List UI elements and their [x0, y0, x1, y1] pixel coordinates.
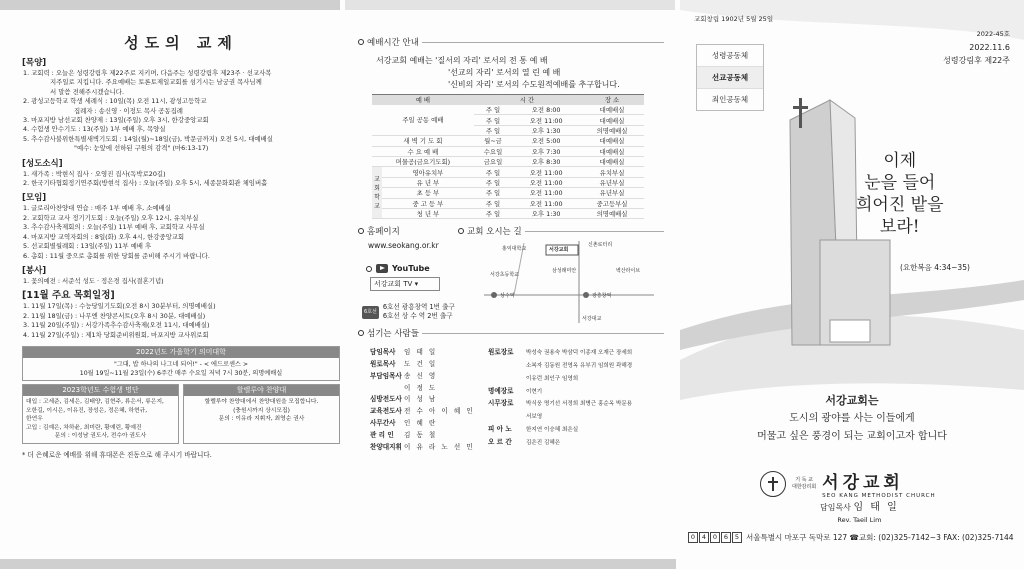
notice-item: 4. 수험생 안수기도 : 13(주일) 1부 예배 후, 목양실: [23, 125, 166, 134]
map-label: 벽산라이브: [616, 268, 641, 275]
notice-item: 6. 총회 : 11월 중으로 총회를 위한 당회를 준비해 주시기 바랍니다.: [23, 251, 210, 260]
page-title: 성도의 교제: [124, 34, 238, 52]
directions-box: [458, 225, 664, 323]
cover-page: [680, 0, 1024, 569]
map-label: 서강대교: [582, 316, 602, 323]
notice-item: 1. 교회력 : 오늘은 성령강림후 제22주로 지키며, 다음주는 성령강림후 제23주 · 선교사복: [23, 69, 272, 77]
table-row: [372, 198, 644, 208]
worship-day: 주 일: [474, 125, 512, 135]
church-address: 0 4 0 6 5 서울특별시 마포구 독막로 127 ☎교회: (02)325-7142~3 FAX: (02)325-7144: [688, 532, 1014, 543]
worship-place: 대예배실: [580, 136, 644, 146]
staff-row: 명예장로 이현기: [488, 386, 543, 395]
subway-badge: 6호선: [362, 306, 379, 319]
worship-day: 주 일: [474, 115, 512, 125]
homepage-url[interactable]: www.seokang.or.kr: [368, 241, 439, 251]
table-row: [372, 136, 644, 146]
worship-name: 새 벽 기 도 회: [372, 136, 474, 146]
box-line: 문의 : 이유라 지휘자, 최영순 권사: [218, 416, 305, 423]
youtube-channel-select[interactable]: 서강교회 TV ▾: [370, 277, 440, 291]
notice-item: 4. 마포지방 교역자회의 : 8일(화) 오후 4시, 한강중앙교회: [23, 232, 185, 241]
worship-time: 오전 11:00: [512, 115, 580, 125]
box-line: 문의 : 이성남 권도사, 전수아 권도사: [54, 433, 147, 440]
fellowship-column: [22, 34, 340, 560]
worship-name: 영아유치부: [382, 167, 474, 177]
worship-time: 오전 11:00: [512, 167, 580, 177]
notice-item: 3. 추수감사축제회의 : 오늘(주일) 11부 예배 후, 교회학교 사무실: [23, 223, 205, 232]
fellowship-section: [22, 291, 340, 340]
map-church-label: 서강교회: [549, 247, 569, 254]
issue-meta: [943, 28, 1010, 67]
box-line: 한연우: [26, 416, 43, 423]
church-mission: 서강교회는 도시의 광야를 사는 이들에게 머물고 싶은 풍경이 되는 교회이고자 합니다: [757, 394, 947, 442]
table-row: [372, 177, 644, 187]
people-heading: 섬기는 사람들: [358, 327, 664, 339]
banner-text: "그대, 밥 하나의 나그네 되어!" - < 에드로센스 > 10월 19일~11월 23일(수) 6주간 매주 수요일 저녁 7시 30분, 의명예배실: [79, 360, 283, 377]
liturgical-week: 성령강림후 제22주: [943, 56, 1010, 65]
header-time: 시 간: [474, 95, 580, 105]
worship-place: 유년부실: [580, 188, 644, 198]
box-title: 할렐루야 찬양대: [184, 385, 339, 396]
notice-item: 5. 선교회별월례회 : 13일(주일) 11부 예배 후: [23, 242, 152, 251]
worship-name: 중 고 등 부: [382, 198, 474, 208]
box-line: 고입 : 김예은, 차하윤, 최미란, 황예린, 황예진: [26, 424, 142, 431]
worship-time: 오후 7:30: [512, 146, 580, 156]
box-title: 2023학년도 수험생 명단: [23, 385, 178, 396]
staff-right: [488, 347, 664, 453]
church-name: 서강교회: [822, 473, 904, 493]
staff-row: 피 아 노 한지연 이승혜 최은실: [488, 425, 579, 434]
choir-box: [183, 384, 340, 444]
worship-day: 주 일: [474, 208, 512, 218]
section-heading: [봉사]: [22, 265, 47, 276]
worship-place: 중고등부실: [580, 198, 644, 208]
links-row: [358, 225, 664, 323]
top-band: [0, 0, 340, 10]
staff-row: 부담임목사 송 신 영: [370, 371, 438, 380]
worship-time: 오전 5:00: [512, 136, 580, 146]
table-row: [372, 146, 644, 156]
bible-verse: (요한복음 4:34~35): [900, 263, 970, 272]
tab-sinner-community[interactable]: 죄인공동체: [711, 95, 749, 104]
youtube-play-icon: [376, 264, 388, 273]
staff-list: [358, 347, 664, 453]
cover-slogan: 이제 눈을 들어 희어진 밭을 보라!: [856, 151, 944, 237]
info-column: [358, 36, 664, 556]
fellowship-section: [22, 58, 340, 154]
staff-row: 관 리 인 김 동 철: [370, 430, 438, 439]
box-line: 대입 : 고세준, 김세은, 김태양, 김현주, 류은서, 류은지,: [26, 398, 164, 405]
homepage-heading: 홈페이지: [358, 225, 458, 237]
map-label: 삼성래미안: [552, 268, 577, 275]
worship-name: 머물공(금요기도회): [372, 156, 474, 166]
box-line: 오한길, 이시은, 이유진, 장성은, 정은혜, 하현규,: [26, 407, 148, 414]
worship-time: 오전 11:00: [512, 188, 580, 198]
banner-title: 2022년도 가을학기 의미대학: [23, 347, 339, 358]
notice-item: 2. 교회학교 교사 정기기도회 : 오늘(주일) 오후 12시, 유치부실: [23, 213, 199, 222]
notice-item: 서 말씀 전해주시겠습니다.: [50, 87, 125, 96]
staff-row: 찬양대지휘 이 유 라 노 선 민: [370, 442, 475, 451]
worship-day: 금요일: [474, 156, 512, 166]
worship-time: 오후 1:30: [512, 208, 580, 218]
worship-name: 유 년 부: [382, 177, 474, 187]
worship-day: 주 일: [474, 188, 512, 198]
homepage-box: [358, 225, 458, 323]
worship-day: 월~금: [474, 136, 512, 146]
worship-schedule-table: [372, 94, 644, 219]
founding-date: 교회창립 1902년 5월 25일: [694, 15, 774, 23]
worship-name: 청 년 부: [382, 208, 474, 218]
worship-time: 오후 1:30: [512, 125, 580, 135]
table-row: [372, 188, 644, 198]
fellowship-sections: [22, 58, 340, 340]
staff-row: 서보영: [526, 414, 543, 421]
circle-icon: [366, 266, 372, 272]
circle-icon: [358, 330, 364, 336]
worship-place: 유치부실: [580, 167, 644, 177]
staff-row: 시무장로 박식웅 명기선 서정희 최병근 홍순옥 박문용: [488, 399, 633, 408]
notice-item: 집례자 : 송신영 · 이정도 목사 공동집례: [74, 106, 183, 115]
table-row: [372, 208, 644, 218]
worship-name: 주일 공동 예배: [372, 105, 474, 136]
worship-name: 수 요 예 배: [372, 146, 474, 156]
notice-item: 2. 광성고등학교 학생 세례식 : 10일(목) 오전 11시, 광성고등학교: [23, 97, 207, 106]
staff-row: 이유런 최인구 임영희: [526, 375, 579, 382]
section-heading: [모임]: [22, 193, 47, 204]
worship-name: 초 등 부: [382, 188, 474, 198]
school-group-label: 교 회 학 교: [372, 167, 382, 219]
exam-students-box: [22, 384, 179, 444]
directions-heading: 교회 오시는 길: [458, 225, 664, 237]
church-door: [830, 320, 870, 342]
worship-place: 대예배실: [580, 115, 644, 125]
map-label: 홍익대학교: [502, 246, 527, 253]
worship-place: 의명예배실: [580, 125, 644, 135]
box-line: 할렐루야 찬양대에서 찬양대원을 모집합니다.: [204, 398, 319, 405]
box-body: [23, 396, 178, 443]
notice-item: 3. 11월 20일(주일) : 서강가족추수감사축제(오전 11시, 대예배실): [23, 321, 210, 330]
worship-time: 오전 11:00: [512, 177, 580, 187]
community-tabs: [696, 44, 764, 111]
circle-icon: [458, 228, 464, 234]
top-band: [345, 0, 675, 10]
directions-map[interactable]: [464, 237, 654, 323]
subway-info: 6호선 6호선 광흥창역 1번 출구 6호선 상 수 역 2번 출구: [364, 303, 455, 321]
worship-day: 주 일: [474, 105, 512, 115]
issue-date: 2022.11.6: [969, 43, 1010, 52]
cross-icon: [799, 98, 802, 128]
worship-place: 유년부실: [580, 177, 644, 187]
staff-row: 담임목사 임 태 일: [370, 348, 438, 357]
fellowship-section: [22, 159, 340, 189]
fellowship-section: [22, 266, 340, 286]
youtube-link[interactable]: YouTube: [366, 264, 458, 273]
notice-item: 5. 추수감사불위한특별새벽기도회 : 14일(월)~18일(금), 박문금까지) 오전 5시, 대예배실: [23, 134, 273, 143]
notice-item: "예수: 눈앞에 선하된 구원의 감격" (마6:13-17): [74, 144, 209, 153]
station-dot: [583, 292, 589, 298]
header-place: 장 소: [580, 95, 644, 105]
worship-day: 수요일: [474, 146, 512, 156]
station-dot: [491, 292, 497, 298]
staff-row: 사무간사 인 혜 란: [370, 419, 438, 428]
map-label: 광흥창역: [592, 293, 612, 300]
notice-item: 1. 꽃의예전 : 서준석 성도 · 정은경 집사(결혼기념): [23, 276, 164, 285]
tab-spirit-community[interactable]: 성령공동체: [697, 45, 763, 67]
cross-icon: [793, 106, 808, 109]
worship-day: 주 일: [474, 177, 512, 187]
notice-item: 2. 한국기타협회정기연주회(방현석 집사) : 오늘(주일) 오후 5시, 세종문화회관 체임버홀: [23, 179, 268, 188]
worship-intro: 서강교회 예배는 '질서의 자리' 로서의 전 통 예 배 '선교의 자리' 로서의 열 린 예 배 '신비의 자리' 로서의 수도원적예배를 추구합니다.: [376, 56, 620, 89]
fellowship-section: [22, 193, 340, 260]
section-heading: [성도소식]: [22, 158, 63, 169]
box-body: [184, 396, 339, 426]
header-worship: 예 배: [372, 95, 474, 105]
tab-mission-community[interactable]: 선교공동체: [697, 67, 763, 89]
senior-pastor: 담임목사 임 태 일 Rev. Taeil Lim: [820, 502, 899, 524]
staff-row: 교육전도사 전 수 아 이 혜 인: [370, 407, 475, 416]
map-label: 상수역: [500, 293, 515, 300]
divider: [422, 42, 664, 43]
worship-heading: 예배시간 안내: [358, 36, 664, 48]
staff-row: 소복자 김동원 전영옥 유부귀 임희원 곽해경: [526, 363, 633, 370]
staff-left: [358, 347, 488, 453]
divider: [525, 231, 664, 232]
staff-row: 이 정 도: [404, 383, 438, 392]
map-label: 서강초등학교: [490, 272, 519, 279]
worship-place: 대예배실: [580, 105, 644, 115]
circle-icon: [358, 228, 364, 234]
table-row: [372, 105, 644, 115]
table-row: [372, 156, 644, 166]
church-emblem-icon: [760, 471, 786, 497]
worship-time: 오전 11:00: [512, 198, 580, 208]
notice-item: 1. 새가족 : 박현식 집사 · 오영진 집사(독박로20길): [23, 169, 166, 178]
bottom-band: [0, 559, 676, 569]
notice-item: 4. 11월 27일(주일) : 제1차 당회준비위원회, 마포지방 교사위로회: [23, 330, 209, 339]
section-heading: [11월 주요 목회일정]: [22, 290, 115, 302]
staff-row: 원로장로 박성숙 권용숙 박삼덕 이종재 오재근 장세희: [488, 348, 633, 357]
worship-place: 의명예배실: [580, 208, 644, 218]
table-row: [372, 167, 644, 177]
staff-row: 원로목사 도 건 일: [370, 360, 438, 369]
fall-semester-banner: [22, 346, 340, 381]
staff-row: 심방전도사 이 성 남: [370, 395, 438, 404]
divider: [422, 333, 664, 334]
worship-time: 오후 8:30: [512, 156, 580, 166]
worship-time: 오전 8:00: [512, 105, 580, 115]
church-logo: 기 독 교 대한감리회 서강교회 SEO KANG METHODIST CHURCH: [760, 468, 936, 499]
worship-place: 대예배실: [580, 146, 644, 156]
issue-number: 2022-45호: [976, 30, 1010, 38]
worship-day: 주 일: [474, 167, 512, 177]
section-heading: [목양]: [22, 58, 47, 68]
circle-icon: [358, 39, 364, 45]
notice-item: 2. 11월 18일(금) : 나무엔 찬양콘서트(오후 8시 30분, 대예배실): [23, 311, 206, 320]
worship-place: 대예배실: [580, 156, 644, 166]
notice-boxes: [22, 384, 340, 444]
notice-item: 1. 글로리아찬양대 연습 : 매주 1부 예배 후, 소예배실: [23, 204, 171, 213]
notice-item: 3. 마포지방 남선교회 찬양제 : 13일(주일) 오후 3시, 한강중앙교회: [23, 116, 209, 125]
notice-item: 1. 11월 17일(목) : 수능당일기도회(오전 8시 30분부터, 의명예배실): [23, 302, 216, 311]
staff-row: 오 르 간 김은진 김혜은: [488, 437, 561, 446]
notice-item: 지주일로 지킵니다. 주요예배는 토론토제일교회를 섬기시는 남궁권 목사님께: [50, 78, 262, 87]
church-name-en: SEO KANG METHODIST CHURCH: [822, 493, 936, 499]
map-label: 신촌로터리: [588, 242, 613, 249]
worship-day: 주 일: [474, 198, 512, 208]
phone-footnote: * 더 은혜로운 예배를 위해 휴대폰은 진동으로 해 주시기 바랍니다.: [22, 450, 212, 459]
box-line: (충원시까지 상시모집): [233, 407, 290, 414]
